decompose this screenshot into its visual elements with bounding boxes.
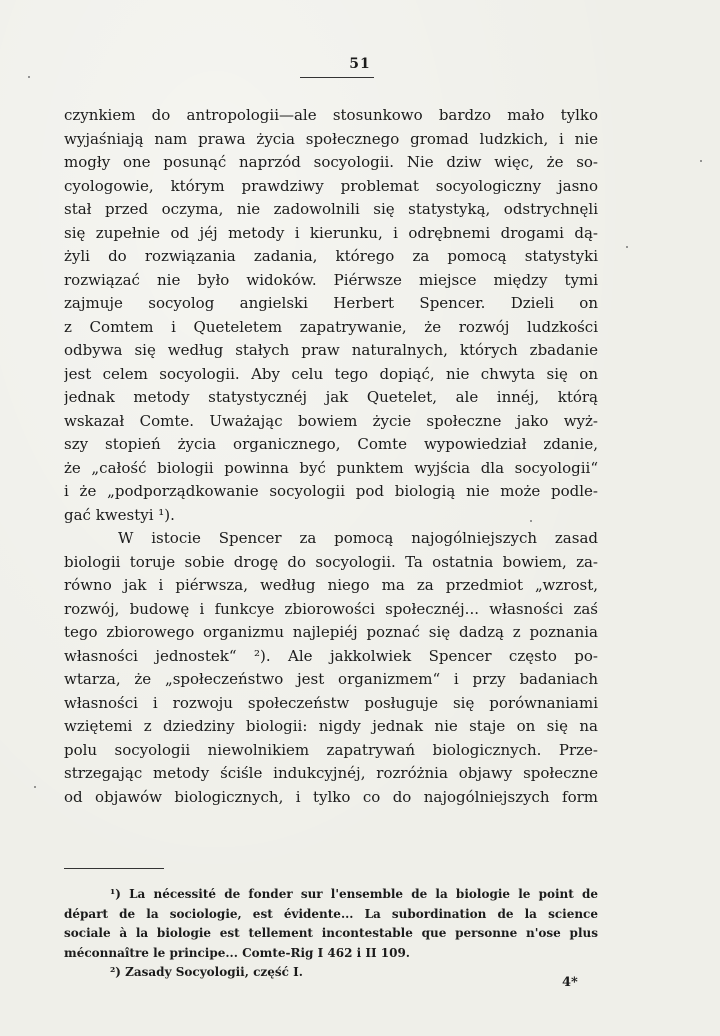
text-line: W istocie Spencer za pomocą najogólniejszych zasad [118,529,598,547]
text-line: że „całość biologii powinna być punktem wyjścia dla socyologii“ [64,458,598,477]
text-line: jednak metody statystycznéj jak Quetelet, ale innéj, którą [64,388,598,406]
text-line: wziętemi z dziedziny biologii: nigdy jednak nie staje on się na [64,717,598,735]
page-number-rule [300,77,374,78]
printer-signature: 4* [562,975,578,990]
text-line: wskazał Comte. Uważając bowiem życie społeczne jako wyż- [64,411,598,430]
footnotes [64,885,598,983]
text-line: własności i rozwoju społeczeństw posługuje się porównaniami [64,693,598,712]
footnote-line: ²) Zasady Socyologii, część I. [110,965,303,979]
paper-speck [34,786,36,788]
page-number: 51 [349,56,371,72]
text-line: wtarza, że „społeczeństwo jest organizmem“ i przy badaniach [64,670,598,688]
text-line: cyologowie, którym prawdziwy problemat socyologiczny jasno [64,176,598,195]
text-line: strzegając metody ściśle indukcyjnéj, rozróżnia objawy społeczne [64,764,598,782]
text-line: czynkiem do antropologii—ale stosunkowo bardzo mało tylko [64,106,598,124]
text-line: odbywa się według stałych praw naturalnych, których zbadanie [64,341,598,359]
text-line: własności jednostek“ ²). Ale jakkolwiek Spencer często po- [64,646,598,665]
paper-speck [28,76,30,78]
text-line: jest celem socyologii. Aby celu tego dopiąć, nie chwyta się on [64,364,598,383]
text-line: od objawów biologicznych, i tylko co do najogólniejszych form [64,787,598,806]
footnote-line: départ de la sociologie, est évidente... La subordination de la science [64,906,598,921]
text-line: żyli do rozwiązania zadania, którego za pomocą statystyki [64,247,598,265]
text-line: wyjaśniają nam prawa życia społecznego gromad ludzkich, i nie [64,129,598,148]
footnote-line: ¹) La nécessité de fonder sur l'ensemble de la biologie le point de [110,887,598,901]
text-line: równo jak i piérwsza, według niego ma za przedmiot „wzrost, [64,576,598,594]
text-line: rozwój, budowę i funkcye zbiorowości społecznéj... własności zaś [64,599,598,618]
text-line: z Comtem i Queteletem zapatrywanie, że rozwój ludzkości [64,317,598,336]
footnote-rule [64,868,164,869]
footnote-line: méconnaître le principe... Comte-Rig I 462 i II 109. [64,945,410,960]
paper-speck [530,520,532,522]
text-line: szy stopień życia organicznego, Comte wypowiedział zdanie, [64,435,598,453]
text-line: mogły one posunąć naprzód socyologii. Nie dziw więc, że so- [64,153,598,171]
text-line: się zupełnie od jéj metody i kierunku, i odrębnemi drogami dą- [64,223,598,242]
text-line: rozwiązać nie było widoków. Piérwsze miejsce między tymi [64,270,598,289]
paper-speck [626,246,628,248]
text-line: tego zbiorowego organizmu najlepiéj poznać się dadzą z poznania [64,623,598,641]
text-line: stał przed oczyma, nie zadowolnili się statystyką, odstrychnęli [64,200,598,218]
text-line: i że „podporządkowanie socyologii pod biologią nie może podle- [64,482,598,500]
body-text [64,104,598,809]
text-line: polu socyologii niewolnikiem zapatrywań biologicznych. Prze- [64,740,598,759]
text-line: gać kwestyi ¹). [64,505,175,524]
footnote-line: sociale à la biologie est tellement incontestable que personne n'ose plus [64,926,598,940]
text-line: zajmuje socyolog angielski Herbert Spencer. Dzieli on [64,294,598,312]
text-line: biologii toruje sobie drogę do socyologii. Ta ostatnia bowiem, za- [64,552,598,571]
paper-speck [700,160,702,162]
